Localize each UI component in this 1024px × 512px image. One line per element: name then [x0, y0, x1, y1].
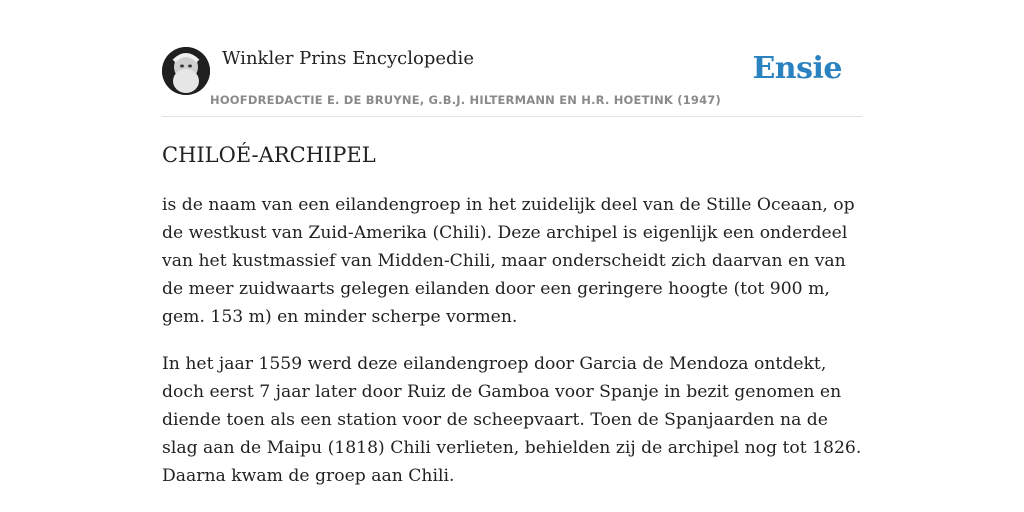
- article: [162, 140, 868, 509]
- article-paragraph: In het jaar 1559 werd deze eilandengroep door Garcia de Mendoza ontdekt, doch eerst 7 jaar later door Ruiz de Gamboa voor Spanje in bezit genomen en diende toen als een station voor de scheepvaart. Toen de Spanjaarden na de slag aan de Maipu (1818) Chili verlieten, behielden zij de archipel nog tot 1826. Daarna kwam de groep aan Chili.: [162, 354, 862, 486]
- site-header: [162, 46, 862, 117]
- portrait-avatar-icon[interactable]: [162, 47, 210, 95]
- ensie-logo[interactable]: Ensie: [752, 51, 842, 86]
- article-paragraph: is de naam van een eilandengroep in het zuidelijk deel van de Stille Oceaan, op de westkust van Zuid-Amerika (Chili). Deze archipel is eigenlijk een onderdeel van het kustmassief van Midden-Chili, maar onderscheidt zich daarvan en van de meer zuidwaarts gelegen eilanden door een geringere hoogte (tot 900 m, gem. 153 m) en minder scherpe vormen.: [162, 195, 855, 327]
- entry-title: CHILOÉ-ARCHIPEL: [162, 143, 376, 167]
- source-title[interactable]: Winkler Prins Encyclopedie: [222, 48, 474, 69]
- editors-credit: HOOFDREDACTIE E. DE BRUYNE, G.B.J. HILTERMANN EN H.R. HOETINK (1947): [210, 93, 721, 107]
